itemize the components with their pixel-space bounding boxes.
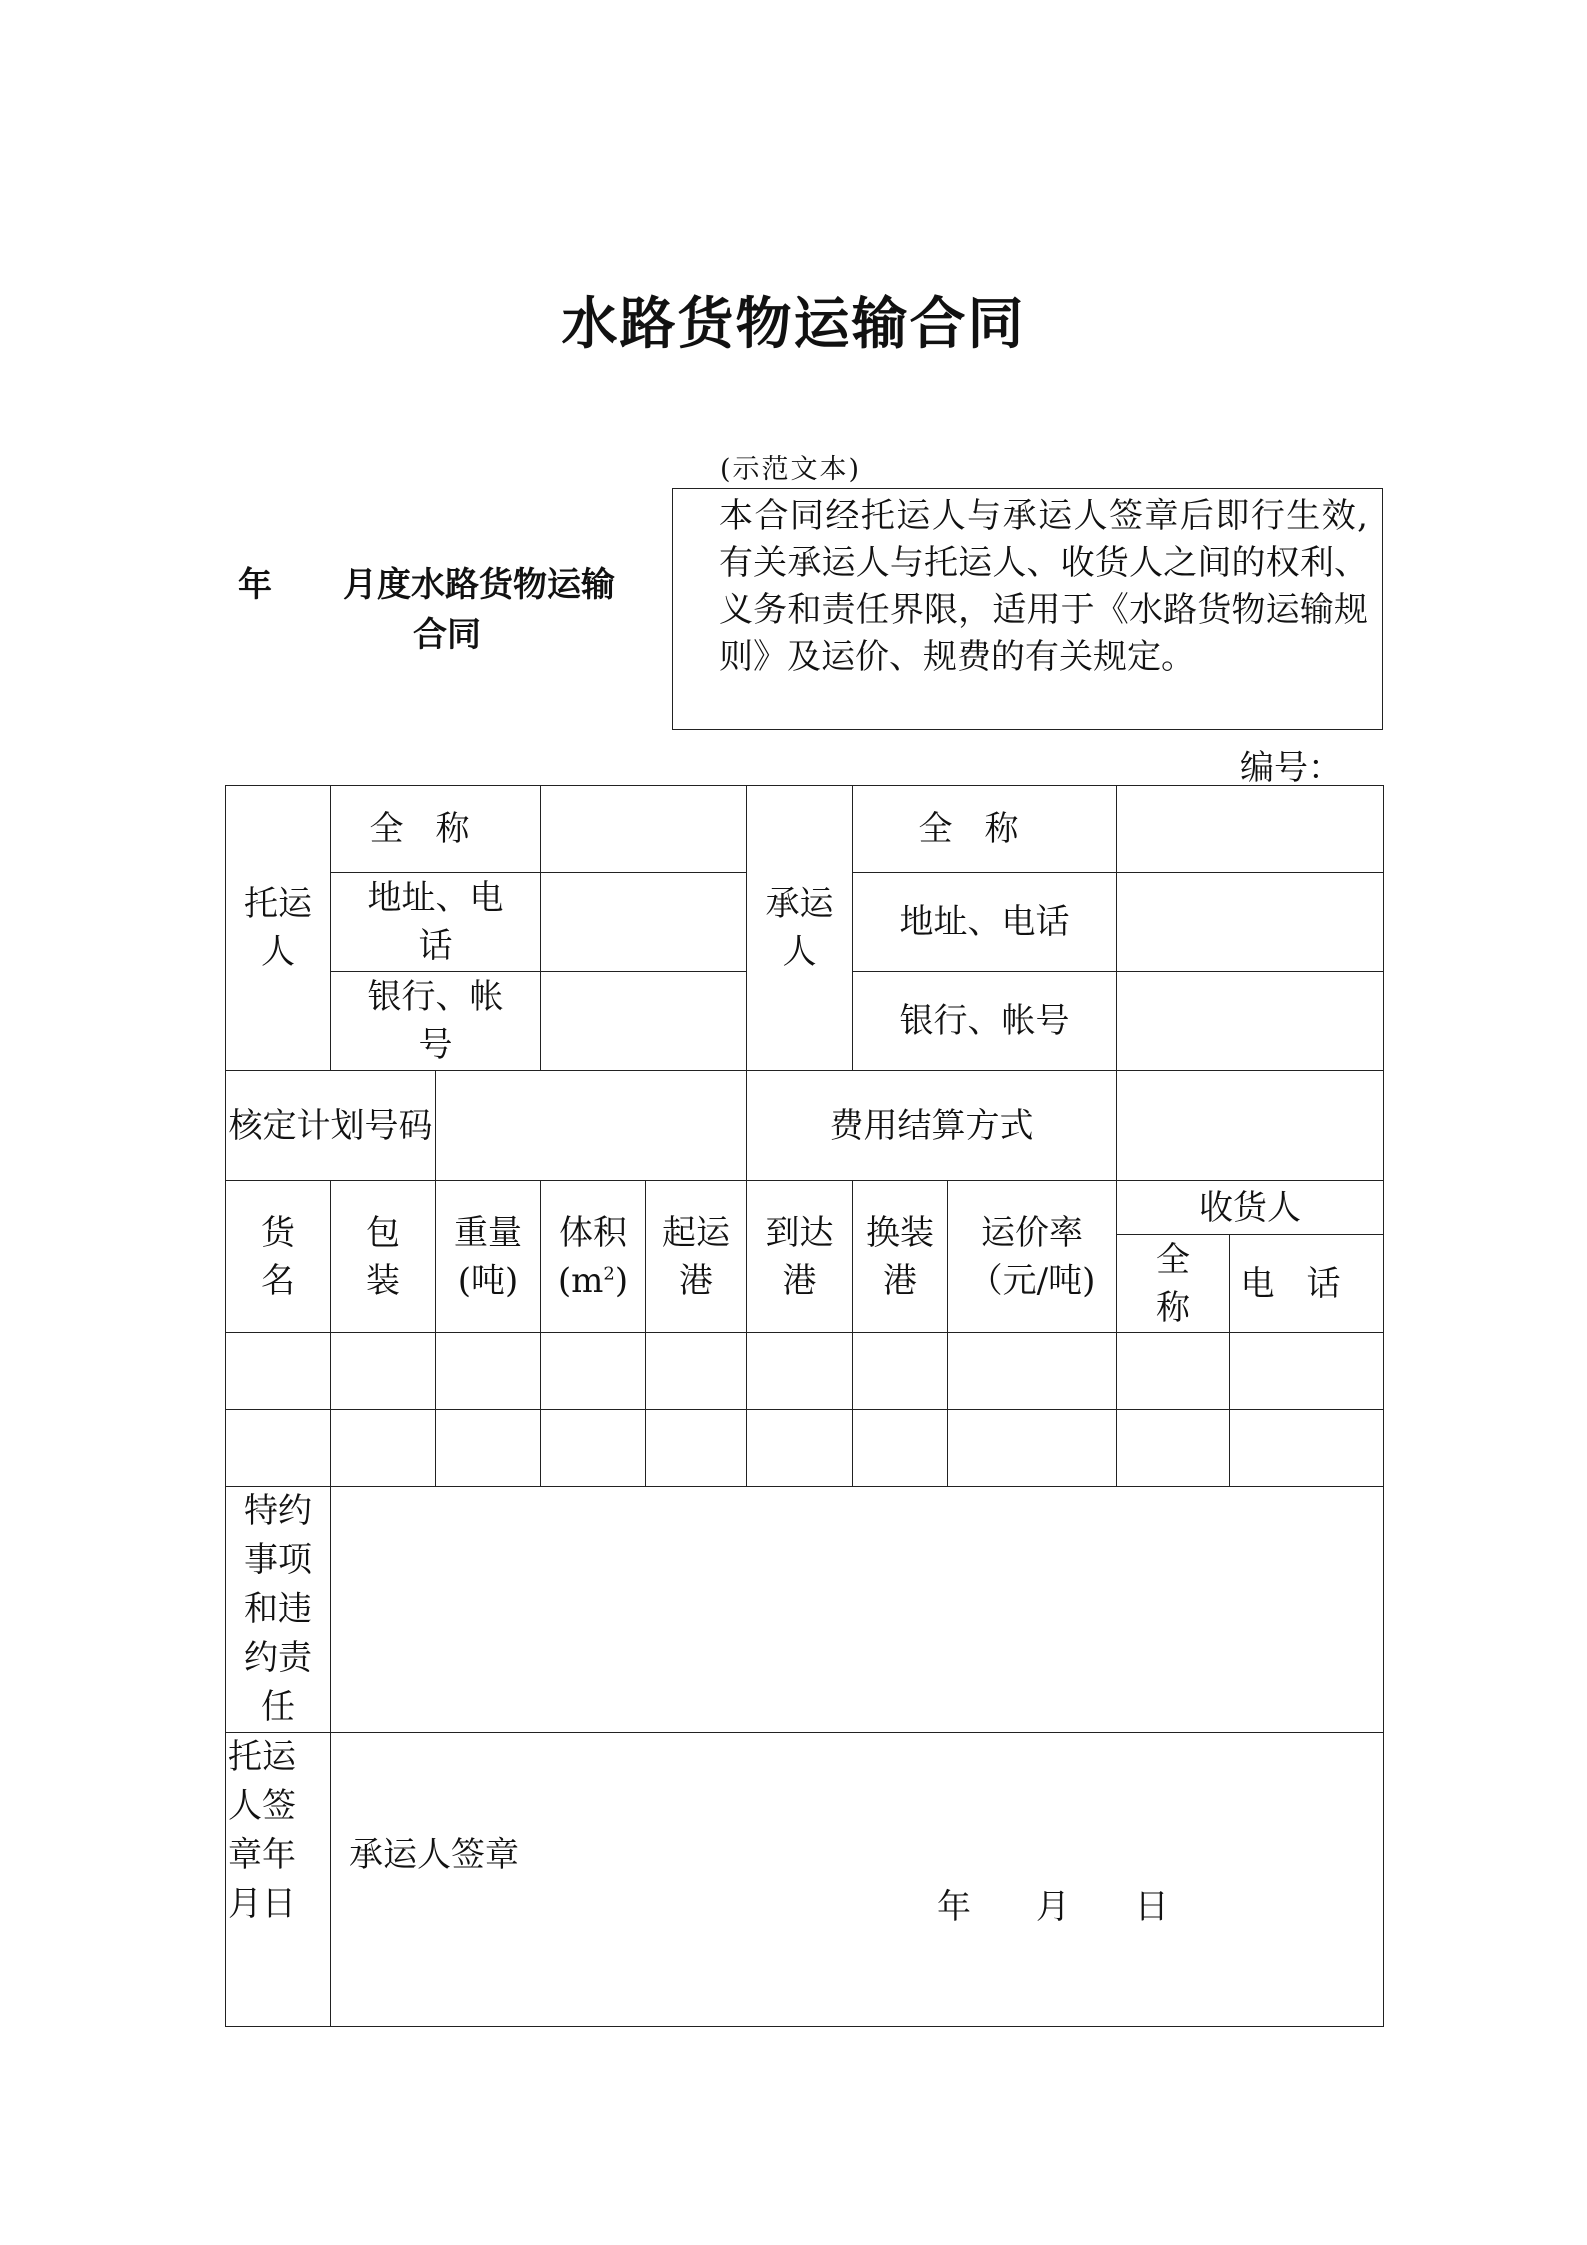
freight-rate-header: 运价率（元/吨) [948, 1181, 1117, 1333]
goods-cell[interactable] [853, 1410, 948, 1487]
special-terms-field[interactable] [331, 1487, 1384, 1733]
shipper-signature-label: 托运人签章年月日 [226, 1733, 331, 2027]
goods-cell[interactable] [1117, 1410, 1230, 1487]
page-title: 水路货物运输合同 [561, 292, 1026, 357]
transfer-port-header: 换装港 [853, 1181, 948, 1333]
goods-cell[interactable] [1117, 1333, 1230, 1410]
shipper-full-name-label: 全称 [331, 786, 541, 873]
notice-box: 本合同经托运人与承运人签章后即行生效,有关承运人与托运人、收货人之间的权利、义务和责任界限，适用于《水路货物运输规则》及运价、规费的有关规定。 [672, 488, 1383, 730]
shipper-full-name-field[interactable] [541, 786, 747, 873]
signature-date: 年 月 日 [937, 1887, 1169, 1927]
goods-cell[interactable] [646, 1333, 747, 1410]
goods-name-header: 货名 [226, 1181, 331, 1333]
goods-cell[interactable] [646, 1410, 747, 1487]
goods-cell[interactable] [747, 1410, 853, 1487]
carrier-signature-label: 承运人签章 [349, 1835, 519, 1875]
goods-cell[interactable] [853, 1333, 948, 1410]
departure-port-header: 起运港 [646, 1181, 747, 1333]
year-contract-heading [238, 560, 658, 660]
goods-row [226, 1410, 1384, 1487]
goods-cell[interactable] [747, 1333, 853, 1410]
contract-form-table [225, 785, 1384, 2027]
shipper-label: 托运人 [226, 786, 331, 1071]
shipper-address-field[interactable] [541, 873, 747, 972]
special-terms-label: 特约事项和违约责任 [226, 1487, 331, 1733]
settlement-label: 费用结算方式 [747, 1071, 1117, 1181]
goods-row [226, 1333, 1384, 1410]
plan-number-label: 核定计划号码 [226, 1071, 436, 1181]
goods-cell[interactable] [1230, 1333, 1384, 1410]
carrier-signature-area[interactable] [331, 1733, 1384, 2027]
goods-cell[interactable] [541, 1333, 646, 1410]
goods-cell[interactable] [331, 1333, 436, 1410]
shipper-address-label: 地址、电话 [331, 873, 541, 972]
consignee-phone-header: 电话 [1230, 1235, 1384, 1333]
consignee-header: 收货人 [1117, 1181, 1384, 1235]
carrier-label: 承运人 [747, 786, 853, 1071]
carrier-bank-field[interactable] [1117, 972, 1384, 1071]
goods-cell[interactable] [436, 1333, 541, 1410]
serial-number-label: 编号： [1240, 748, 1342, 788]
carrier-full-name-label: 全称 [853, 786, 1117, 873]
sample-text-note: (示范文本) [720, 454, 862, 485]
carrier-full-name-field[interactable] [1117, 786, 1384, 873]
goods-cell[interactable] [331, 1410, 436, 1487]
volume-header: 体积$(m^2)$ [541, 1181, 646, 1333]
packaging-header: 包装 [331, 1181, 436, 1333]
goods-cell[interactable] [226, 1410, 331, 1487]
goods-cell[interactable] [226, 1333, 331, 1410]
year-contract-line1: 年 月度水路货物运输 [238, 565, 616, 605]
plan-number-field[interactable] [436, 1071, 747, 1181]
carrier-bank-label: 银行、帐号 [853, 972, 1117, 1071]
goods-cell[interactable] [1230, 1410, 1384, 1487]
shipper-bank-field[interactable] [541, 972, 747, 1071]
weight-header: 重量(吨) [436, 1181, 541, 1333]
carrier-address-label: 地址、电话 [853, 873, 1117, 972]
goods-cell[interactable] [541, 1410, 646, 1487]
goods-cell[interactable] [948, 1333, 1117, 1410]
settlement-field[interactable] [1117, 1071, 1384, 1181]
year-contract-line2: 合同 [413, 615, 481, 655]
arrival-port-header: 到达港 [747, 1181, 853, 1333]
consignee-name-header: 全称 [1117, 1235, 1230, 1333]
goods-cell[interactable] [436, 1410, 541, 1487]
carrier-address-field[interactable] [1117, 873, 1384, 972]
goods-cell[interactable] [948, 1410, 1117, 1487]
shipper-bank-label: 银行、帐号 [331, 972, 541, 1071]
